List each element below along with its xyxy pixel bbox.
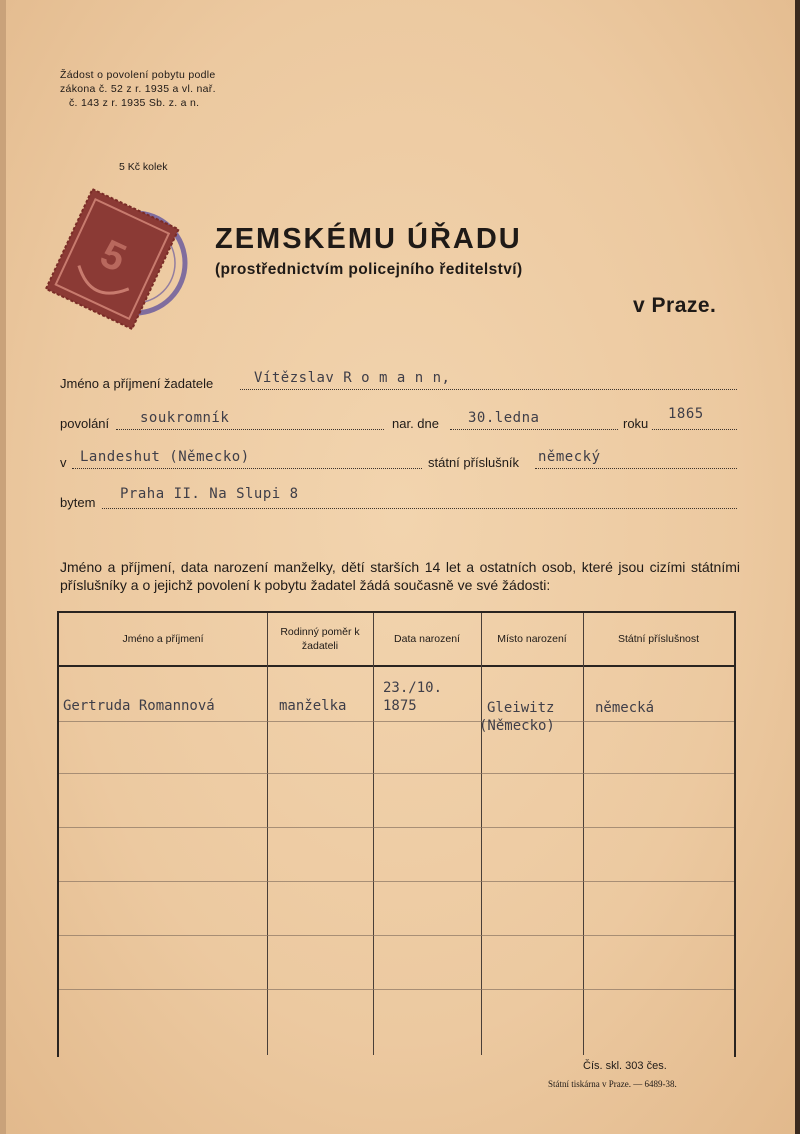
- occupation-line: [116, 429, 384, 430]
- table-header-relation: Rodinný poměr k žadateli: [280, 626, 360, 652]
- page-subtitle: (prostřednictvím policejního ředitelství): [215, 261, 523, 278]
- row-citizenship: německá: [595, 700, 655, 716]
- row-relation: manželka: [279, 698, 347, 714]
- citizenship-label: státní příslušník: [428, 455, 520, 470]
- birth-place-value: Landeshut (Německo): [80, 449, 250, 465]
- law-reference-line1: Žádost o povolení pobytu podle: [60, 69, 216, 81]
- citizenship-line: [535, 468, 737, 469]
- row-birth-date-line1: 23./10.: [383, 680, 443, 696]
- residence-label: bytem: [60, 495, 96, 510]
- citizenship-value: německý: [538, 449, 601, 465]
- law-reference: [60, 68, 216, 110]
- birth-date-label: nar. dne: [392, 416, 439, 431]
- birth-year-value: 1865: [668, 406, 704, 422]
- table-row-divider: [59, 935, 734, 936]
- catalog-number: Čís. skl. 303 čes.: [583, 1060, 667, 1072]
- row-birth-date-line2: 1875: [383, 698, 417, 714]
- table-row-divider: [59, 881, 734, 882]
- table-header-divider: [59, 665, 734, 667]
- row-birth-place-line2: (Německo): [479, 718, 555, 734]
- birth-date-value: 30.ledna: [468, 410, 540, 426]
- table-header-birth-date: Data narození: [394, 633, 460, 645]
- instructions-paragraph: Jméno a příjmení, data narození manželky, dětí starších 14 let a ostatních osob, které jsou cizími státními příslušníky a o jejichž povolení k pobytu žadatel žádá současně ve své žádosti:: [60, 559, 740, 593]
- table-row-divider: [59, 773, 734, 774]
- addressee-city: v Praze.: [633, 294, 717, 317]
- birth-year-line: [652, 429, 737, 430]
- paper-edge-left: [0, 0, 6, 1134]
- birth-year-label: roku: [623, 416, 649, 431]
- table-row-divider: [59, 827, 734, 828]
- table-header-birth-place: Místo narození: [497, 633, 567, 645]
- paper-edge-right: [795, 0, 800, 1134]
- residence-line: [102, 508, 737, 509]
- occupation-value: soukromník: [140, 410, 230, 426]
- law-reference-line2: zákona č. 52 z r. 1935 a vl. nař.: [60, 83, 216, 95]
- table-header-citizenship: Státní příslušnost: [617, 633, 700, 645]
- stamp-fee-label: 5 Kč kolek: [119, 161, 168, 173]
- table-row-divider: [59, 721, 734, 722]
- applicant-name-label: Jméno a příjmení žadatele: [60, 376, 214, 391]
- printer-imprint: Státní tiskárna v Praze. — 6489-38.: [548, 1079, 677, 1089]
- revenue-stamp: [40, 178, 190, 338]
- applicant-name-line: [240, 389, 737, 390]
- table-header-name: Jméno a příjmení: [122, 633, 204, 645]
- birth-place-line: [72, 468, 422, 469]
- residence-value: Praha II. Na Slupi 8: [120, 486, 299, 502]
- svg-text:5: 5: [93, 231, 133, 281]
- birth-place-label: v: [60, 455, 67, 470]
- table-row-divider: [59, 989, 734, 990]
- occupation-label: povolání: [60, 416, 110, 431]
- row-birth-place-line1: Gleiwitz: [487, 700, 555, 716]
- family-table: [57, 611, 736, 1057]
- row-name: Gertruda Romannová: [63, 698, 215, 714]
- applicant-name-value: Vítězslav R o m a n n,: [254, 370, 451, 386]
- birth-date-line: [450, 429, 618, 430]
- law-reference-line3: č. 143 z r. 1935 Sb. z. a n.: [69, 97, 200, 109]
- page-title: ZEMSKÉMU ÚŘADU: [215, 223, 522, 255]
